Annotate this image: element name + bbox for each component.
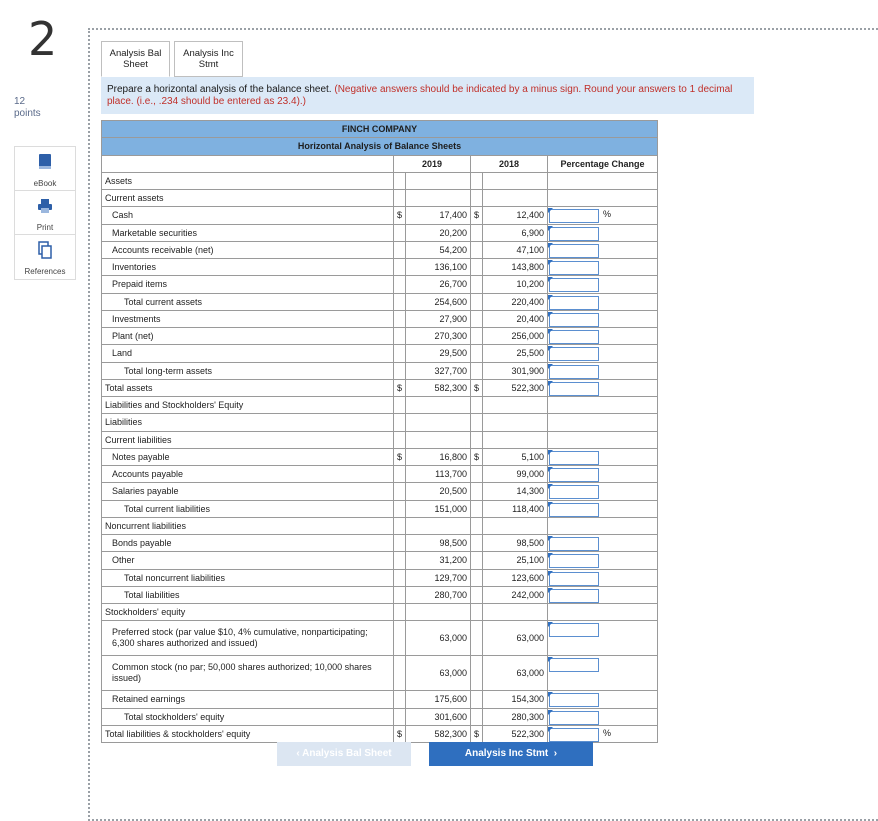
value-2019: 63,000 bbox=[406, 621, 471, 656]
value-2018: 63,000 bbox=[483, 621, 548, 656]
value-2019: 27,900 bbox=[406, 310, 471, 327]
tab-label-line2: Sheet bbox=[123, 59, 148, 70]
value-2018: 47,100 bbox=[483, 241, 548, 258]
prev-tab-button[interactable] bbox=[277, 742, 411, 766]
row-label: Total noncurrent liabilities bbox=[102, 569, 394, 586]
table-row bbox=[102, 379, 658, 396]
row-label: Salaries payable bbox=[102, 483, 394, 500]
instruction-box bbox=[101, 77, 754, 114]
currency-2019 bbox=[394, 293, 406, 310]
ebook-label: eBook bbox=[33, 179, 57, 188]
pct-change-input[interactable] bbox=[549, 365, 599, 379]
value-2019 bbox=[406, 397, 471, 414]
value-2018: 98,500 bbox=[483, 535, 548, 552]
currency-2018: $ bbox=[471, 448, 483, 465]
pct-change-cell bbox=[548, 190, 658, 207]
worksheet-tabs bbox=[101, 41, 247, 77]
currency-2019 bbox=[394, 535, 406, 552]
value-2018: 522,300 bbox=[483, 379, 548, 396]
row-label: Liabilities bbox=[102, 414, 394, 431]
table-row bbox=[102, 621, 658, 656]
pct-change-input[interactable] bbox=[549, 244, 599, 258]
value-2018: 14,300 bbox=[483, 483, 548, 500]
row-label: Accounts payable bbox=[102, 466, 394, 483]
table-row bbox=[102, 552, 658, 569]
pct-change-cell bbox=[548, 379, 658, 396]
row-label: Prepaid items bbox=[102, 276, 394, 293]
pct-change-cell bbox=[548, 345, 658, 362]
pct-change-input[interactable] bbox=[549, 711, 599, 725]
currency-2019 bbox=[394, 328, 406, 345]
currency-2019 bbox=[394, 500, 406, 517]
pct-change-cell bbox=[548, 552, 658, 569]
pct-change-cell bbox=[548, 259, 658, 276]
value-2018: 25,500 bbox=[483, 345, 548, 362]
percent-sign: % bbox=[603, 209, 612, 220]
value-2019: 16,800 bbox=[406, 448, 471, 465]
pct-change-cell bbox=[548, 397, 658, 414]
pct-change-cell bbox=[548, 725, 658, 742]
value-2019: 98,500 bbox=[406, 535, 471, 552]
table-row bbox=[102, 604, 658, 621]
currency-2018 bbox=[471, 517, 483, 534]
pct-change-cell bbox=[548, 483, 658, 500]
currency-2018: $ bbox=[471, 725, 483, 742]
value-2018 bbox=[483, 517, 548, 534]
row-label: Current liabilities bbox=[102, 431, 394, 448]
references-button[interactable] bbox=[15, 235, 75, 279]
currency-2019 bbox=[394, 345, 406, 362]
pct-change-cell bbox=[548, 431, 658, 448]
currency-2018 bbox=[471, 708, 483, 725]
ebook-button[interactable] bbox=[15, 147, 75, 191]
pct-change-cell bbox=[548, 569, 658, 586]
currency-2019 bbox=[394, 172, 406, 189]
value-2018: 301,900 bbox=[483, 362, 548, 379]
resource-sidebar bbox=[14, 146, 76, 280]
row-label: Plant (net) bbox=[102, 328, 394, 345]
pct-change-cell bbox=[548, 500, 658, 517]
pct-change-cell bbox=[548, 414, 658, 431]
pct-change-cell bbox=[548, 207, 658, 224]
value-2019: 175,600 bbox=[406, 691, 471, 708]
points-value: 12 bbox=[14, 96, 26, 107]
pct-change-cell bbox=[548, 172, 658, 189]
instruction-main: Prepare a horizontal analysis of the balance sheet. bbox=[107, 84, 332, 95]
pct-change-input[interactable] bbox=[549, 554, 599, 568]
currency-2019 bbox=[394, 656, 406, 691]
currency-2019 bbox=[394, 552, 406, 569]
pct-change-cell bbox=[548, 691, 658, 708]
currency-2018 bbox=[471, 431, 483, 448]
pct-change-input[interactable] bbox=[549, 589, 599, 603]
table-row bbox=[102, 431, 658, 448]
value-2019: 129,700 bbox=[406, 569, 471, 586]
pct-change-cell bbox=[548, 241, 658, 258]
currency-2018 bbox=[471, 328, 483, 345]
currency-2019: $ bbox=[394, 379, 406, 396]
pct-change-input[interactable] bbox=[549, 347, 599, 361]
value-2018 bbox=[483, 414, 548, 431]
value-2018: 280,300 bbox=[483, 708, 548, 725]
currency-2019: $ bbox=[394, 207, 406, 224]
currency-2018 bbox=[471, 224, 483, 241]
col-header-pct: Percentage Change bbox=[548, 155, 658, 172]
currency-2018 bbox=[471, 293, 483, 310]
value-2018: 12,400 bbox=[483, 207, 548, 224]
value-2018: 123,600 bbox=[483, 569, 548, 586]
balance-sheet-table bbox=[101, 120, 658, 743]
currency-2019 bbox=[394, 190, 406, 207]
tab-label-line1: Analysis Bal bbox=[109, 48, 162, 59]
value-2018: 118,400 bbox=[483, 500, 548, 517]
value-2018: 242,000 bbox=[483, 586, 548, 603]
currency-2018 bbox=[471, 414, 483, 431]
value-2019: 327,700 bbox=[406, 362, 471, 379]
table-row bbox=[102, 725, 658, 742]
pct-change-cell bbox=[548, 621, 658, 656]
table-row bbox=[102, 414, 658, 431]
table-row bbox=[102, 224, 658, 241]
pct-change-cell bbox=[548, 328, 658, 345]
currency-2018 bbox=[471, 241, 483, 258]
value-2019: 20,500 bbox=[406, 483, 471, 500]
row-label: Total liabilities & stockholders' equity bbox=[102, 725, 394, 742]
currency-2019 bbox=[394, 224, 406, 241]
value-2018: 6,900 bbox=[483, 224, 548, 241]
pct-change-input[interactable] bbox=[549, 468, 599, 482]
value-2019: 582,300 bbox=[406, 725, 471, 742]
currency-2018 bbox=[471, 604, 483, 621]
row-label: Bonds payable bbox=[102, 535, 394, 552]
pct-change-input[interactable] bbox=[549, 296, 599, 310]
value-2018: 143,800 bbox=[483, 259, 548, 276]
value-2018: 99,000 bbox=[483, 466, 548, 483]
currency-2018 bbox=[471, 466, 483, 483]
chevron-right-icon: › bbox=[551, 748, 558, 759]
value-2019: 63,000 bbox=[406, 656, 471, 691]
currency-2018: $ bbox=[471, 207, 483, 224]
table-row bbox=[102, 397, 658, 414]
value-2018: 5,100 bbox=[483, 448, 548, 465]
table-row bbox=[102, 466, 658, 483]
currency-2018 bbox=[471, 190, 483, 207]
currency-2019 bbox=[394, 621, 406, 656]
tab-label-line2: Stmt bbox=[198, 59, 219, 70]
documents-icon bbox=[37, 241, 53, 259]
row-label: Preferred stock (par value $10, 4% cumulative, nonparticipating; 6,300 shares authorized and issued) bbox=[102, 621, 394, 656]
currency-2019 bbox=[394, 241, 406, 258]
row-label: Investments bbox=[102, 310, 394, 327]
value-2019: 54,200 bbox=[406, 241, 471, 258]
pct-change-input[interactable] bbox=[549, 330, 599, 344]
col-header-2018: 2018 bbox=[471, 155, 548, 172]
currency-2018 bbox=[471, 397, 483, 414]
value-2019: 582,300 bbox=[406, 379, 471, 396]
currency-2018 bbox=[471, 691, 483, 708]
book-icon bbox=[37, 153, 53, 171]
prev-tab-label: Analysis Bal Sheet bbox=[302, 748, 392, 759]
currency-2019 bbox=[394, 517, 406, 534]
value-2018 bbox=[483, 190, 548, 207]
value-2018 bbox=[483, 172, 548, 189]
tab-analysis-bal-sheet[interactable] bbox=[101, 41, 170, 77]
table-row bbox=[102, 310, 658, 327]
value-2018: 220,400 bbox=[483, 293, 548, 310]
row-label: Inventories bbox=[102, 259, 394, 276]
value-2019: 17,400 bbox=[406, 207, 471, 224]
company-name: FINCH COMPANY bbox=[102, 121, 658, 138]
table-row bbox=[102, 293, 658, 310]
pct-change-input[interactable] bbox=[549, 485, 599, 499]
currency-2018 bbox=[471, 172, 483, 189]
row-label: Total current liabilities bbox=[102, 500, 394, 517]
row-label: Noncurrent liabilities bbox=[102, 517, 394, 534]
chevron-left-icon: ‹ bbox=[296, 748, 300, 759]
pct-change-cell bbox=[548, 535, 658, 552]
row-label: Total long-term assets bbox=[102, 362, 394, 379]
value-2019 bbox=[406, 414, 471, 431]
table-row bbox=[102, 241, 658, 258]
value-2019: 151,000 bbox=[406, 500, 471, 517]
value-2018: 154,300 bbox=[483, 691, 548, 708]
table-row bbox=[102, 500, 658, 517]
table-row bbox=[102, 345, 658, 362]
currency-2018 bbox=[471, 362, 483, 379]
table-row bbox=[102, 708, 658, 725]
row-label: Cash bbox=[102, 207, 394, 224]
pct-change-input[interactable] bbox=[549, 658, 599, 672]
currency-2019 bbox=[394, 466, 406, 483]
table-row bbox=[102, 517, 658, 534]
currency-2019: $ bbox=[394, 448, 406, 465]
tab-analysis-inc-stmt[interactable] bbox=[174, 41, 243, 77]
table-row bbox=[102, 328, 658, 345]
currency-2019 bbox=[394, 708, 406, 725]
value-2019 bbox=[406, 172, 471, 189]
label-header bbox=[102, 155, 394, 172]
value-2019: 254,600 bbox=[406, 293, 471, 310]
currency-2018 bbox=[471, 276, 483, 293]
points-label: points bbox=[14, 108, 41, 119]
value-2018: 25,100 bbox=[483, 552, 548, 569]
currency-2019 bbox=[394, 569, 406, 586]
currency-2019: $ bbox=[394, 725, 406, 742]
currency-2018 bbox=[471, 586, 483, 603]
row-label: Total stockholders' equity bbox=[102, 708, 394, 725]
table-row bbox=[102, 448, 658, 465]
pct-change-input[interactable] bbox=[549, 261, 599, 275]
row-label: Liabilities and Stockholders' Equity bbox=[102, 397, 394, 414]
table-row bbox=[102, 362, 658, 379]
pct-change-input[interactable] bbox=[549, 382, 599, 396]
next-tab-label: Analysis Inc Stmt bbox=[464, 748, 549, 759]
table-row bbox=[102, 172, 658, 189]
row-label: Other bbox=[102, 552, 394, 569]
pct-change-cell bbox=[548, 708, 658, 725]
value-2019: 301,600 bbox=[406, 708, 471, 725]
value-2019: 31,200 bbox=[406, 552, 471, 569]
value-2019 bbox=[406, 604, 471, 621]
pct-change-cell bbox=[548, 466, 658, 483]
currency-2019 bbox=[394, 310, 406, 327]
currency-2018 bbox=[471, 310, 483, 327]
value-2019: 20,200 bbox=[406, 224, 471, 241]
pct-change-input[interactable] bbox=[549, 572, 599, 586]
pct-change-input[interactable] bbox=[549, 209, 599, 223]
printer-icon bbox=[36, 197, 54, 215]
pct-change-cell bbox=[548, 656, 658, 691]
row-label: Accounts receivable (net) bbox=[102, 241, 394, 258]
currency-2018 bbox=[471, 621, 483, 656]
value-2018: 522,300 bbox=[483, 725, 548, 742]
row-label: Total liabilities bbox=[102, 586, 394, 603]
value-2018 bbox=[483, 431, 548, 448]
pct-change-input[interactable] bbox=[549, 537, 599, 551]
pct-change-cell bbox=[548, 310, 658, 327]
row-label: Current assets bbox=[102, 190, 394, 207]
value-2019: 29,500 bbox=[406, 345, 471, 362]
currency-2018 bbox=[471, 656, 483, 691]
pct-change-input[interactable] bbox=[549, 693, 599, 707]
table-row bbox=[102, 691, 658, 708]
row-label: Assets bbox=[102, 172, 394, 189]
pct-change-cell bbox=[548, 362, 658, 379]
row-label: Retained earnings bbox=[102, 691, 394, 708]
currency-2018 bbox=[471, 500, 483, 517]
row-label: Total current assets bbox=[102, 293, 394, 310]
pct-change-input[interactable] bbox=[549, 503, 599, 517]
pct-change-input[interactable] bbox=[549, 313, 599, 327]
table-row bbox=[102, 259, 658, 276]
currency-2019 bbox=[394, 691, 406, 708]
currency-2019 bbox=[394, 414, 406, 431]
pct-change-cell bbox=[548, 276, 658, 293]
currency-2019 bbox=[394, 362, 406, 379]
currency-2018 bbox=[471, 345, 483, 362]
row-label: Land bbox=[102, 345, 394, 362]
value-2018 bbox=[483, 604, 548, 621]
value-2019: 113,700 bbox=[406, 466, 471, 483]
table-row bbox=[102, 207, 658, 224]
currency-2018 bbox=[471, 569, 483, 586]
currency-2018 bbox=[471, 259, 483, 276]
currency-2019 bbox=[394, 431, 406, 448]
row-label: Total assets bbox=[102, 379, 394, 396]
currency-2019 bbox=[394, 483, 406, 500]
col-header-2019: 2019 bbox=[394, 155, 471, 172]
row-label: Marketable securities bbox=[102, 224, 394, 241]
value-2019: 136,100 bbox=[406, 259, 471, 276]
table-row bbox=[102, 656, 658, 691]
table-row bbox=[102, 276, 658, 293]
value-2019 bbox=[406, 190, 471, 207]
pct-change-input[interactable] bbox=[549, 728, 599, 742]
pct-change-cell bbox=[548, 293, 658, 310]
pct-change-input[interactable] bbox=[549, 227, 599, 241]
currency-2019 bbox=[394, 397, 406, 414]
value-2018: 10,200 bbox=[483, 276, 548, 293]
pct-change-cell bbox=[548, 224, 658, 241]
row-label: Common stock (no par; 50,000 shares authorized; 10,000 shares issued) bbox=[102, 656, 394, 691]
table-title: Horizontal Analysis of Balance Sheets bbox=[102, 138, 658, 155]
value-2019: 270,300 bbox=[406, 328, 471, 345]
currency-2019 bbox=[394, 586, 406, 603]
currency-2018 bbox=[471, 535, 483, 552]
value-2018 bbox=[483, 397, 548, 414]
value-2019 bbox=[406, 517, 471, 534]
table-row bbox=[102, 483, 658, 500]
currency-2018 bbox=[471, 552, 483, 569]
points bbox=[14, 96, 41, 120]
value-2019: 26,700 bbox=[406, 276, 471, 293]
pct-change-input[interactable] bbox=[549, 278, 599, 292]
pct-change-cell bbox=[548, 586, 658, 603]
question-number: 2 bbox=[28, 12, 58, 66]
percent-sign: % bbox=[603, 727, 612, 738]
instruction-note: (Negative answers should be indicated by a minus sign. Round your answers to 1 decimal place. (i.e., .234 should be entered as 23.4).) bbox=[107, 84, 733, 107]
table-row bbox=[102, 569, 658, 586]
pct-change-cell bbox=[548, 604, 658, 621]
pct-change-cell bbox=[548, 517, 658, 534]
tab-label-line1: Analysis Inc bbox=[183, 48, 234, 59]
print-button[interactable] bbox=[15, 191, 75, 235]
currency-2019 bbox=[394, 276, 406, 293]
references-label: References bbox=[24, 267, 66, 276]
value-2019 bbox=[406, 431, 471, 448]
pct-change-input[interactable] bbox=[549, 623, 599, 637]
pct-change-input[interactable] bbox=[549, 451, 599, 465]
value-2019: 280,700 bbox=[406, 586, 471, 603]
currency-2018 bbox=[471, 483, 483, 500]
pct-change-cell bbox=[548, 448, 658, 465]
currency-2019 bbox=[394, 259, 406, 276]
table-row bbox=[102, 535, 658, 552]
print-label: Print bbox=[36, 223, 54, 232]
value-2018: 20,400 bbox=[483, 310, 548, 327]
currency-2018: $ bbox=[471, 379, 483, 396]
currency-2019 bbox=[394, 604, 406, 621]
next-tab-button[interactable] bbox=[429, 742, 593, 766]
row-label: Stockholders' equity bbox=[102, 604, 394, 621]
table-row bbox=[102, 190, 658, 207]
table-row bbox=[102, 586, 658, 603]
row-label: Notes payable bbox=[102, 448, 394, 465]
value-2018: 256,000 bbox=[483, 328, 548, 345]
value-2018: 63,000 bbox=[483, 656, 548, 691]
